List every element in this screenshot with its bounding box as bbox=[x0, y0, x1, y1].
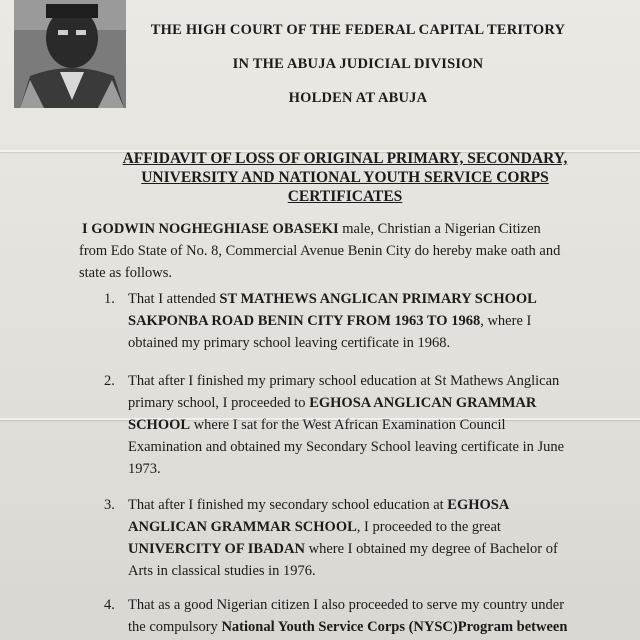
paragraph-3: 3. That after I finished my secondary school education at EGHOSA ANGLICAN GRAMMAR SCHOOL, I proceeded to the great UNIVERCITY OF IBADAN where I obtained my degree of Bachelor of Arts in classical studies in 1976. bbox=[104, 497, 558, 579]
affidavit-title bbox=[110, 149, 580, 206]
paragraph-1: 1. That I attended ST MATHEWS ANGLICAN PRIMARY SCHOOL SAKPONBA ROAD BENIN CITY FROM 1963 TO 1968, where I obtained my primary school leaving certificate in 1968. bbox=[104, 291, 537, 351]
court-name: THE HIGH COURT OF THE FEDERAL CAPITAL TERITORY bbox=[150, 22, 566, 38]
judicial-division: IN THE ABUJA JUDICIAL DIVISION bbox=[232, 56, 484, 72]
passport-photo bbox=[14, 0, 126, 108]
deponent-name: I GODWIN NOGHEGHIASE OBASEKI bbox=[82, 221, 339, 237]
holden-at: HOLDEN AT ABUJA bbox=[288, 90, 428, 106]
title-line: UNIVERSITY AND NATIONAL YOUTH SERVICE CORPS bbox=[141, 169, 549, 186]
title-line: CERTIFICATES bbox=[287, 188, 403, 205]
intro-paragraph: I GODWIN NOGHEGHIASE OBASEKI male, Christian a Nigerian Citizen from Edo State of No. 8, Commercial Avenue Benin City do hereby make oath and state as follows. bbox=[79, 221, 561, 281]
paragraph-2: 2. That after I finished my primary school education at St Mathews Anglican primary school, I proceeded to EGHOSA ANGLICAN GRAMMAR SCHOOL where I sat for the West African Examination Council Examination and obtained my Secondary School leaving certificate in June 1973. bbox=[104, 373, 565, 477]
paragraph-4: 4. That as a good Nigerian citizen I also proceeded to serve my country under the compulsory National Youth Service Corps (NYSC)Program between bbox=[104, 597, 568, 635]
title-line: AFFIDAVIT OF LOSS OF ORIGINAL PRIMARY, SECONDARY, bbox=[122, 150, 568, 167]
